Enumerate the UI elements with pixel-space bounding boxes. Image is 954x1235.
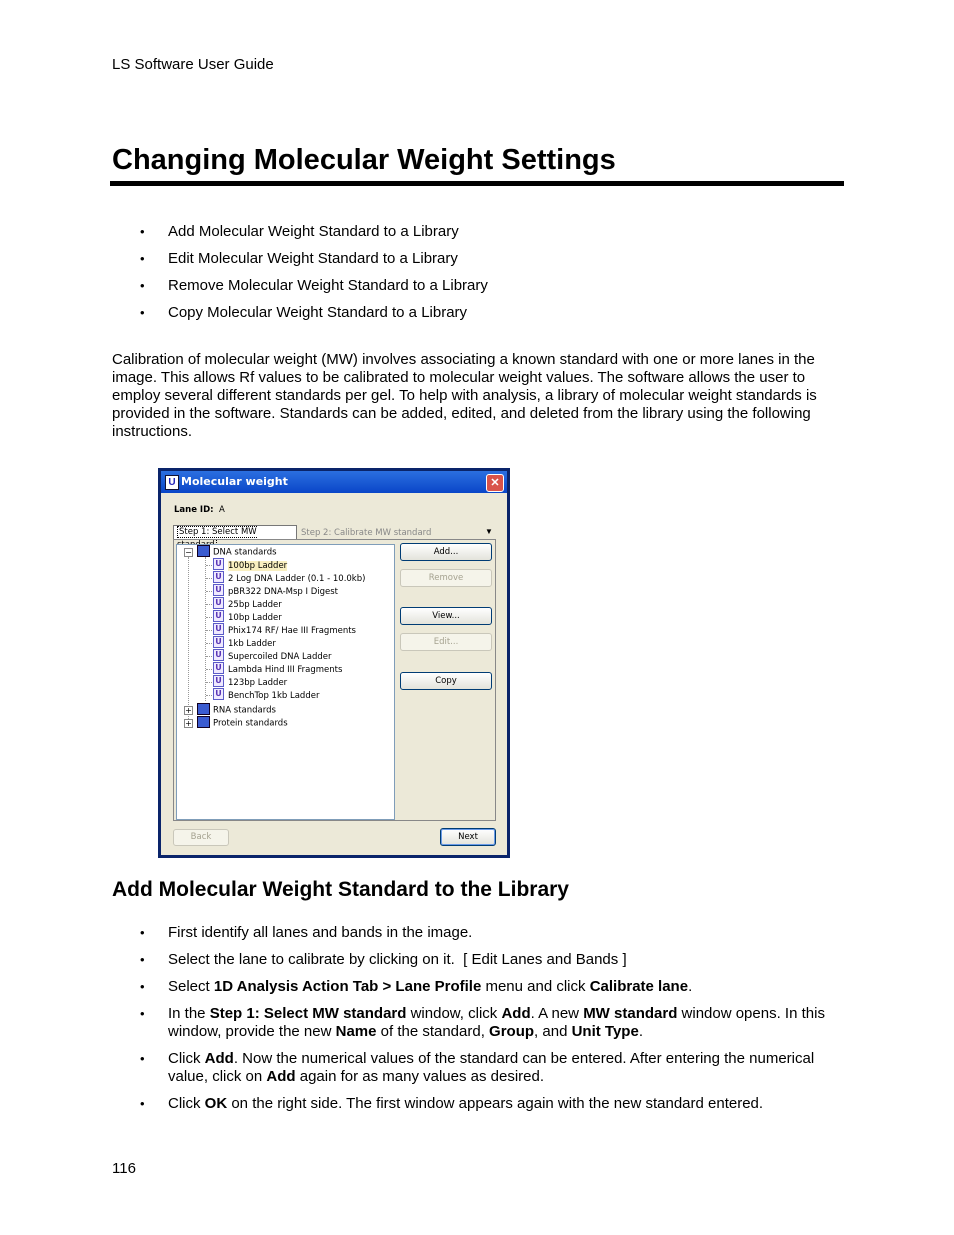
- tree-label: 10bp Ladder: [228, 612, 282, 623]
- tree-label: 123bp Ladder: [228, 677, 288, 688]
- tree-item[interactable]: [206, 650, 332, 662]
- copy-button[interactable]: Copy: [400, 672, 492, 690]
- tree-label: Protein standards: [213, 718, 288, 729]
- tree-item[interactable]: [206, 572, 365, 584]
- page-title: Changing Molecular Weight Settings: [112, 144, 616, 176]
- tree-label: 1kb Ladder: [228, 638, 276, 649]
- step-item: • Select 1D Analysis Action Tab > Lane Profile menu and click Calibrate lane.: [138, 978, 848, 996]
- tree-label: Supercoiled DNA Ladder: [228, 651, 332, 662]
- tree-item[interactable]: [206, 624, 356, 636]
- tree-label: BenchTop 1kb Ladder: [228, 690, 320, 701]
- topic-list: [138, 223, 488, 331]
- lane-id: [174, 505, 225, 515]
- folder-icon: [197, 703, 210, 715]
- tree-line: [188, 557, 189, 727]
- tab-step2[interactable]: Step 2: Calibrate MW standard: [301, 528, 432, 538]
- step-item: • Click OK on the right side. The first window appears again with the new standard entered.: [138, 1095, 848, 1113]
- topic-item: • Add Molecular Weight Standard to a Library: [138, 223, 488, 241]
- intro-paragraph: Calibration of molecular weight (MW) involves associating a known standard with one or more lanes in the image. This allows Rf values to be calibrated to molecular weight values. The software allows the user to employ several different standards per gel. To help with analysis, a library of molecular weight standards is provided in the software. Standards can be added, edited, and deleted from the library using the following instructions.: [112, 351, 817, 440]
- tree-label: 100bp Ladder: [228, 560, 288, 571]
- tree-item[interactable]: [206, 585, 338, 597]
- tree-label: Phix174 RF/ Hae III Fragments: [228, 625, 356, 636]
- tree-item[interactable]: [206, 598, 282, 610]
- tree-item[interactable]: [206, 637, 276, 649]
- tree-label: Lambda Hind III Fragments: [228, 664, 343, 675]
- ladder-icon: U: [213, 597, 224, 609]
- tab-step1-label: Step 1: Select MW: [177, 526, 257, 551]
- molecular-weight-dialog: [158, 468, 510, 858]
- section-heading: Add Molecular Weight Standard to the Library: [112, 878, 569, 901]
- standards-tree[interactable]: [176, 544, 395, 820]
- next-button[interactable]: Next: [440, 828, 496, 846]
- step-item: • In the Step 1: Select MW standard window, click Add. A new MW standard window opens. In this window, provide the new Name of the standard, Group, and Unit Type.: [138, 1005, 848, 1041]
- step-item: • Click Add. Now the numerical values of the standard can be entered. After entering the numerical value, click on Add again for as many values as desired.: [138, 1050, 848, 1086]
- expand-icon[interactable]: +: [185, 706, 192, 715]
- ladder-icon: U: [213, 662, 224, 674]
- edit-button[interactable]: Edit...: [400, 633, 492, 651]
- chevron-down-icon[interactable]: ▼: [485, 527, 493, 536]
- title-rule: [110, 181, 844, 186]
- ladder-icon: U: [213, 610, 224, 622]
- tree-item[interactable]: [206, 676, 287, 688]
- collapse-icon[interactable]: −: [185, 548, 192, 557]
- expand-icon[interactable]: +: [185, 719, 192, 728]
- ladder-icon: U: [213, 649, 224, 661]
- ladder-icon: U: [213, 636, 224, 648]
- ladder-icon: U: [213, 623, 224, 635]
- back-button[interactable]: Back: [173, 829, 229, 846]
- lane-id-value: A: [218, 505, 225, 515]
- step-item: • Select the lane to calibrate by clicking on it. [ Edit Lanes and Bands ]: [138, 951, 848, 969]
- tree-label: 2 Log DNA Ladder (0.1 - 10.0kb): [228, 573, 366, 584]
- close-icon[interactable]: ✕: [486, 474, 504, 492]
- add-button[interactable]: Add...: [400, 543, 492, 561]
- dialog-title: Molecular weight: [181, 475, 288, 488]
- tree-item[interactable]: [206, 689, 319, 701]
- topic-item: • Copy Molecular Weight Standard to a Library: [138, 304, 488, 322]
- tree-item[interactable]: [206, 663, 342, 675]
- tree-label: DNA standards: [213, 547, 277, 558]
- folder-icon: [197, 545, 210, 557]
- remove-button[interactable]: Remove: [400, 569, 492, 587]
- steps-list: [138, 924, 848, 1122]
- tree-item[interactable]: [206, 611, 282, 623]
- view-button[interactable]: View...: [400, 607, 492, 625]
- lane-id-label: Lane ID:: [174, 505, 214, 515]
- tree-item[interactable]: [206, 559, 287, 571]
- running-header: LS Software User Guide: [112, 56, 274, 73]
- ladder-icon: U: [213, 584, 224, 596]
- ladder-icon: U: [213, 558, 224, 570]
- tree-label: RNA standards: [213, 705, 276, 716]
- page-number: 116: [112, 1160, 136, 1177]
- step-item: • First identify all lanes and bands in the image.: [138, 924, 848, 942]
- topic-item: • Remove Molecular Weight Standard to a Library: [138, 277, 488, 295]
- tab-step1[interactable]: [173, 525, 297, 539]
- ladder-icon: U: [213, 571, 224, 583]
- dialog-titlebar: [161, 471, 507, 493]
- tree-label: 25bp Ladder: [228, 599, 282, 610]
- folder-icon: [197, 716, 210, 728]
- tree-label: pBR322 DNA-Msp I Digest: [228, 586, 339, 597]
- topic-item: • Edit Molecular Weight Standard to a Library: [138, 250, 488, 268]
- app-icon: U: [165, 475, 179, 490]
- ladder-icon: U: [213, 675, 224, 687]
- ladder-icon: U: [213, 688, 224, 700]
